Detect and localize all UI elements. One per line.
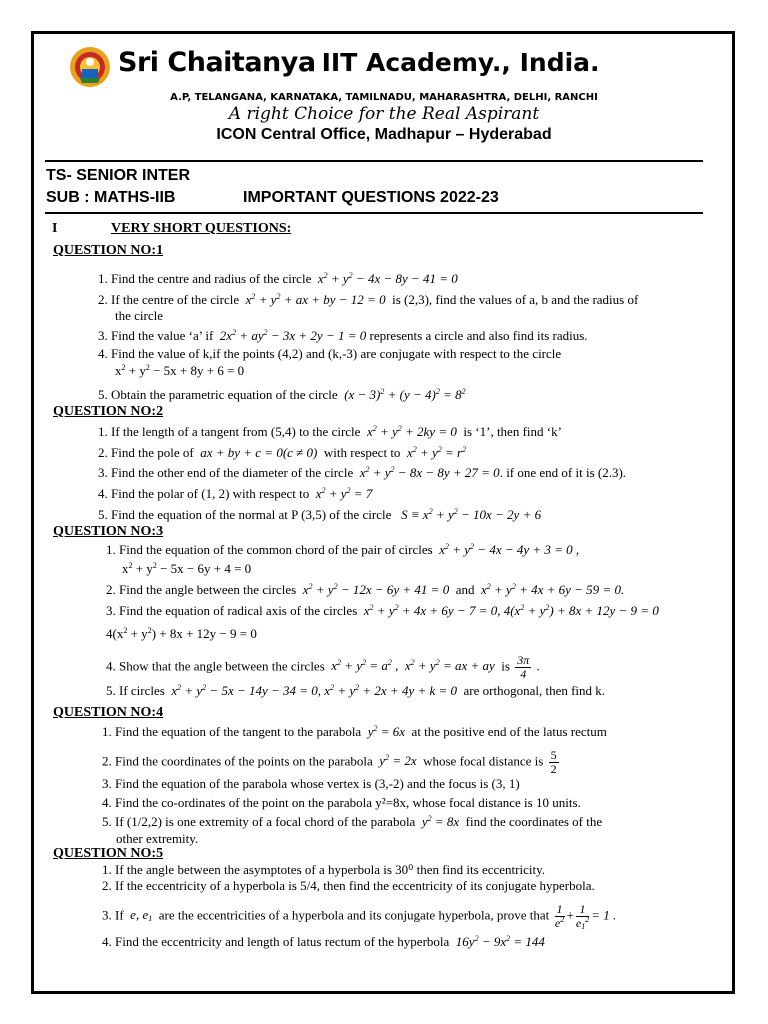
q1-item-2-cont: the circle [115, 308, 163, 323]
q2-item-4: 4. Find the polar of (1, 2) with respect to $x^2 + y^2 = 7$ [98, 486, 373, 501]
q3-item-5: 5. If circles $x^2 + y^2 - 5x - 14y - 34 = 0$, $x^2 + y^2 + 2x + 4y + k = 0$ are orthogonal, then find k. [106, 683, 606, 698]
academy-logo-icon [68, 45, 112, 89]
q5-item-3: 3. If e, $e_1$ are the eccentricities of a hyperbola and its conjugate hyperbola, prove that $\frac{1}{e^2}$ + $\frac{1}{e_1^2}$ = 1 . [102, 902, 617, 931]
class-line: TS- SENIOR INTER [46, 167, 191, 184]
q4-item-5-cont: other extremity. [116, 831, 199, 846]
tagline: A right Choice for the Real Aspirant [228, 104, 540, 124]
q3-item-3: 3. Find the equation of radical axis of the circles $x^2 + y^2 + 4x + 6y - 7 = 0$, $4(x^2 + y^2) + 8x + 12y - 9 = 0$ [106, 603, 659, 618]
q5-fraction-2: $\frac{1}{e_1^2}$ [575, 902, 590, 931]
office-address: ICON Central Office, Madhapur – Hyderabad [216, 126, 552, 143]
question-heading-5: QUESTION NO:5 [53, 846, 164, 861]
title-divider [45, 212, 703, 214]
q4-item-3: 3. Find the equation of the parabola whose vertex is (3,-2) and the focus is (3, 1) [102, 776, 520, 791]
states-list: A.P, TELANGANA, KARNATAKA, TAMILNADU, MAHARASHTRA, DELHI, RANCHI [170, 92, 598, 103]
q3-item-1-equation: $x^2 + y^2 - 5x - 6y + 4 = 0$ [122, 561, 252, 576]
q3-item-2: 2. Find the angle between the circles $x^2 + y^2 - 12x - 6y + 41 = 0$ and $x^2 + y^2 + 4x + 6y - 59 = 0$. [106, 582, 625, 597]
brand-name: Sri Chaitanya [118, 47, 316, 78]
q4-item-1: 1. Find the equation of the tangent to the parabola $y^2 = 6x$ at the positive end of the latus rectum [102, 724, 607, 739]
q3-item-1: 1. Find the equation of the common chord of the pair of circles $x^2 + y^2 - 4x - 4y + 3 = 0$ , [106, 542, 580, 557]
q3-item-3-equation: $4(x^2 + y^2) + 8x + 12y - 9 = 0$ [106, 626, 257, 641]
section-title: VERY SHORT QUESTIONS: [111, 221, 292, 236]
brand-title [118, 47, 600, 78]
q2-item-1: 1. If the length of a tangent from (5,4) to the circle $x^2 + y^2 + 2ky = 0$ is ‘1’, then find ‘k’ [98, 424, 562, 439]
q5-fraction-1: $\frac{1}{e^2}$ [554, 902, 565, 930]
q4-item-5: 5. If (1/2,2) is one extremity of a focal chord of the parabola $y^2 = 8x$ find the coordinates of the [102, 814, 603, 829]
header-divider [45, 160, 703, 162]
q5-item-4: 4. Find the eccentricity and length of latus rectum of the hyperbola $16y^2 - 9x^2 = 144$ [102, 934, 545, 949]
q4-item-2: 2. Find the coordinates of the points on the parabola $y^2 = 2x$ whose focal distance is $\frac{5}{2}$ [102, 748, 557, 776]
q1-item-2: 2. If the centre of the circle $x^2 + y^2$ + ax + by − 12 = 0 is (2,3), find the values of a, b and the radius of [98, 292, 639, 307]
q1-item-3: 3. Find the value ‘a’ if $2x^2 + ay^2 - 3x + 2y - 1 = 0$ represents a circle and also find its radius. [98, 328, 588, 343]
q1-item-1: 1. Find the centre and radius of the circle $x^2 + y^2 - 4x - 8y - 41 = 0$ [98, 271, 458, 286]
q2-item-5: 5. Find the equation of the normal at P (3,5) of the circle $S \equiv x^2 + y^2 - 10x - 2y + 6$ [98, 507, 542, 522]
document-title: IMPORTANT QUESTIONS 2022-23 [243, 189, 499, 206]
q1-item-5: 5. Obtain the parametric equation of the circle $(x - 3)^2 + (y - 4)^2 = 8^2$ [98, 387, 466, 402]
subject-line: SUB : MATHS-IIB [46, 189, 176, 206]
q5-item-2: 2. If the eccentricity of a hyperbola is 5/4, then find the eccentricity of its conjugate hyperbola. [102, 878, 595, 893]
question-heading-2: QUESTION NO:2 [53, 404, 164, 419]
question-heading-4: QUESTION NO:4 [53, 705, 164, 720]
section-number: I [52, 221, 58, 236]
brand-subtitle: IIT Academy., India. [321, 48, 600, 77]
q3-item-4: 4. Show that the angle between the circles $x^2 + y^2 = a^2$ , $x^2 + y^2$ = ax + ay is $\frac{3\pi}{4}$ . [106, 653, 540, 681]
q5-item-1: 1. If the angle between the asymptotes of a hyperbola is 30⁰ then find its eccentricity. [102, 862, 545, 877]
q4-distance-fraction: $\frac{5}{2}$ [550, 748, 557, 776]
question-heading-1: QUESTION NO:1 [53, 243, 164, 258]
q2-item-3: 3. Find the other end of the diameter of the circle $x^2 + y^2 - 8x - 8y + 27 = 0$. if one end of it is (2.3). [98, 465, 627, 480]
question-heading-3: QUESTION NO:3 [53, 524, 164, 539]
brand-header [0, 45, 768, 95]
q3-angle-fraction: $\frac{3\pi}{4}$ [517, 653, 530, 681]
q1-item-4: 4. Find the value of k,if the points (4,2) and (k,-3) are conjugate with respect to the circle [98, 346, 562, 361]
q4-item-4: 4. Find the co-ordinates of the point on the parabola y²=8x, whose focal distance is 10 units. [102, 795, 581, 810]
q2-item-2: 2. Find the pole of ax + by + c = 0(c ≠ 0) with respect to $x^2 + y^2 = r^2$ [98, 445, 467, 460]
q1-item-4-equation: $x^2 + y^2 - 5x + 8y + 6 = 0$ [115, 363, 245, 378]
